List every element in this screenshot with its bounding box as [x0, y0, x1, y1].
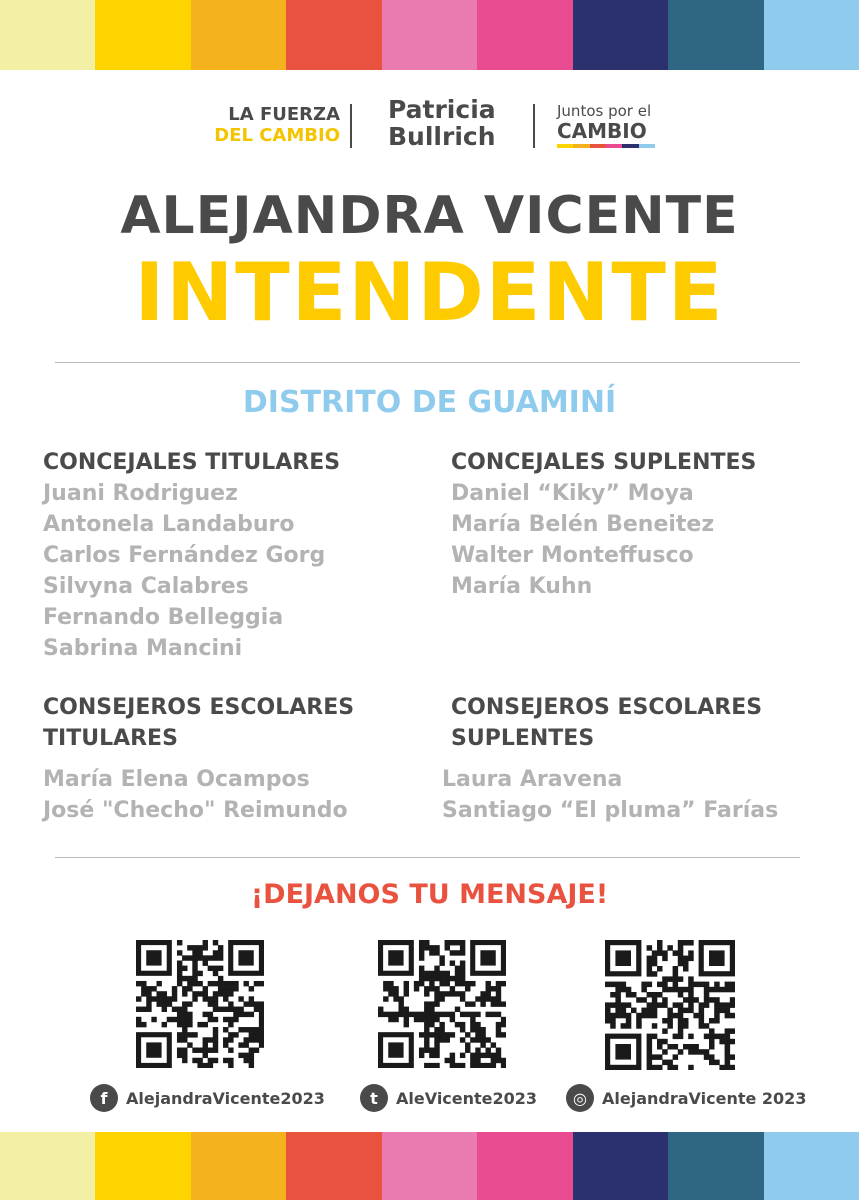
qr-code-image	[378, 940, 506, 1068]
stripe-segment	[382, 1132, 477, 1200]
logo-color-bar	[557, 144, 655, 148]
patricia-bullrich-logo	[388, 96, 496, 150]
social-handle: AlejandraVicente2023	[126, 1088, 325, 1108]
list-item: Antonela Landaburo	[43, 512, 295, 537]
section-heading: CONCEJALES SUPLENTES	[451, 450, 757, 475]
stripe-segment	[0, 0, 95, 70]
call-to-action: ¡DEJANOS TU MENSAJE!	[250, 879, 609, 910]
logo-divider	[533, 104, 535, 148]
section-heading: CONSEJEROS ESCOLARES	[43, 695, 355, 720]
logo-divider	[350, 104, 352, 148]
instagram-link[interactable]	[566, 1084, 806, 1112]
district-title: DISTRITO DE GUAMINÍ	[242, 385, 617, 420]
stripe-segment	[477, 0, 572, 70]
list-item: María Elena Ocampos	[43, 767, 310, 792]
consejeros-titulares-section	[43, 692, 354, 826]
qr-code-image	[605, 940, 735, 1070]
facebook-link[interactable]	[90, 1084, 325, 1112]
social-handle: AlejandraVicente 2023	[602, 1088, 807, 1108]
top-color-stripe	[0, 0, 859, 70]
list-item: Sabrina Mancini	[43, 636, 243, 661]
la-fuerza-del-cambio-logo	[200, 104, 340, 146]
stripe-segment	[191, 0, 286, 70]
logo-text: CAMBIO	[557, 119, 647, 143]
stripe-segment	[286, 0, 381, 70]
list-item: Carlos Fernández Gorg	[43, 543, 326, 568]
section-heading: CONSEJEROS ESCOLARES	[451, 695, 763, 720]
stripe-segment	[382, 0, 477, 70]
stripe-segment	[668, 1132, 763, 1200]
candidate-list	[451, 478, 756, 602]
instagram-qr-code[interactable]	[605, 940, 735, 1070]
section-heading: CONCEJALES TITULARES	[43, 450, 341, 475]
list-item: María Belén Beneitez	[451, 512, 715, 537]
social-handle: AleVicente2023	[396, 1088, 538, 1108]
stripe-segment	[191, 1132, 286, 1200]
list-item: María Kuhn	[451, 574, 593, 599]
candidate-name: ALEJANDRA VICENTE	[120, 186, 739, 246]
candidate-list	[442, 764, 778, 826]
list-item: Laura Aravena	[442, 767, 623, 792]
consejeros-suplentes-section	[442, 692, 779, 826]
stripe-segment	[573, 1132, 668, 1200]
juntos-por-el-cambio-logo	[557, 102, 655, 148]
twitter-link[interactable]	[360, 1084, 537, 1112]
list-item: Walter Monteffusco	[451, 543, 694, 568]
stripe-segment	[95, 0, 190, 70]
stripe-segment	[0, 1132, 95, 1200]
list-item: José "Checho" Reimundo	[43, 798, 348, 823]
list-item: Silvyna Calabres	[43, 574, 249, 599]
stripe-segment	[764, 0, 859, 70]
logo-text: Juntos por el	[557, 102, 652, 120]
stripe-segment	[668, 0, 763, 70]
instagram-icon: ◎	[566, 1084, 594, 1112]
logos-row	[0, 96, 859, 156]
logo-text: LA FUERZA	[228, 104, 340, 125]
twitter-qr-code[interactable]	[378, 940, 506, 1068]
stripe-segment	[477, 1132, 572, 1200]
facebook-qr-code[interactable]	[136, 940, 264, 1068]
divider	[55, 857, 800, 858]
facebook-icon: f	[90, 1084, 118, 1112]
twitter-icon: t	[360, 1084, 388, 1112]
logo-text: Patricia	[388, 95, 496, 124]
list-item: Juani Rodriguez	[43, 481, 238, 506]
section-heading: TITULARES	[43, 726, 178, 751]
concejales-titulares-section	[43, 447, 340, 664]
list-item: Santiago “El pluma” Farías	[442, 798, 779, 823]
logo-text: Bullrich	[388, 122, 496, 151]
candidate-list	[43, 478, 340, 664]
section-heading: SUPLENTES	[451, 726, 595, 751]
list-item: Fernando Belleggia	[43, 605, 284, 630]
candidate-role: INTENDENTE	[134, 246, 725, 339]
logo-text: DEL CAMBIO	[214, 125, 340, 146]
candidate-list	[43, 764, 354, 826]
divider	[55, 362, 800, 363]
stripe-segment	[764, 1132, 859, 1200]
concejales-suplentes-section	[451, 447, 756, 602]
stripe-segment	[573, 0, 668, 70]
qr-code-image	[136, 940, 264, 1068]
list-item: Daniel “Kiky” Moya	[451, 481, 694, 506]
bottom-color-stripe	[0, 1132, 859, 1200]
stripe-segment	[286, 1132, 381, 1200]
stripe-segment	[95, 1132, 190, 1200]
